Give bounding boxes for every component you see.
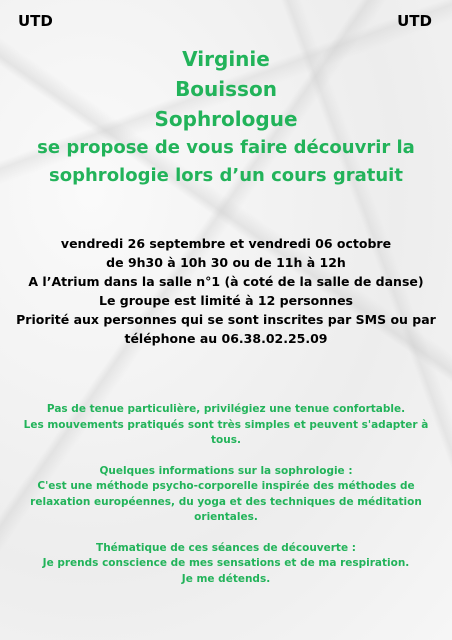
movements-line-2: tous. [211,434,241,446]
about-line-2: relaxation européennes, du yoga et des techniques de méditation [30,495,422,508]
last-name: Bouisson [175,77,277,101]
utd-label-left: UTD [18,12,53,30]
theme-line-1: Je prends conscience de mes sensations et de ma respiration. [42,557,410,569]
profession: Sophrologue [154,107,298,131]
about-heading: Quelques informations sur la sophrologie : [99,464,353,477]
attire-note: Pas de tenue particulière, privilégiez une tenue confortable. [46,403,406,415]
event-dates: vendredi 26 septembre et vendredi 06 octobre [60,236,392,251]
priority-line-2: téléphone au 06.38.02.25.09 [124,331,328,346]
utd-label-right: UTD [397,12,432,30]
notes-section [14,402,438,587]
tagline-line-2: sophrologie lors d’un cours gratuit [49,165,403,186]
group-limit: Le groupe est limité à 12 personnes [99,293,353,308]
about-line-3: orientales. [194,511,258,523]
event-info [10,234,442,348]
tagline-line-1: se propose de vous faire découvrir la [37,137,415,158]
theme-line-2: Je me détends. [181,572,271,585]
event-times: de 9h30 à 10h 30 ou de 11h à 12h [106,255,346,270]
first-name: Virginie [182,47,270,71]
theme-heading: Thématique de ces séances de découverte : [96,541,356,554]
event-location: A l’Atrium dans la salle n°1 (à coté de la salle de danse) [28,274,424,289]
movements-line-1: Les mouvements pratiqués sont très simples et peuvent s'adapter à [23,418,429,431]
priority-line-1: Priorité aux personnes qui se sont inscrites par SMS ou par [16,312,436,327]
about-line-1: C'est une méthode psycho-corporelle inspirée des méthodes de [37,480,415,492]
title-block [0,44,452,190]
